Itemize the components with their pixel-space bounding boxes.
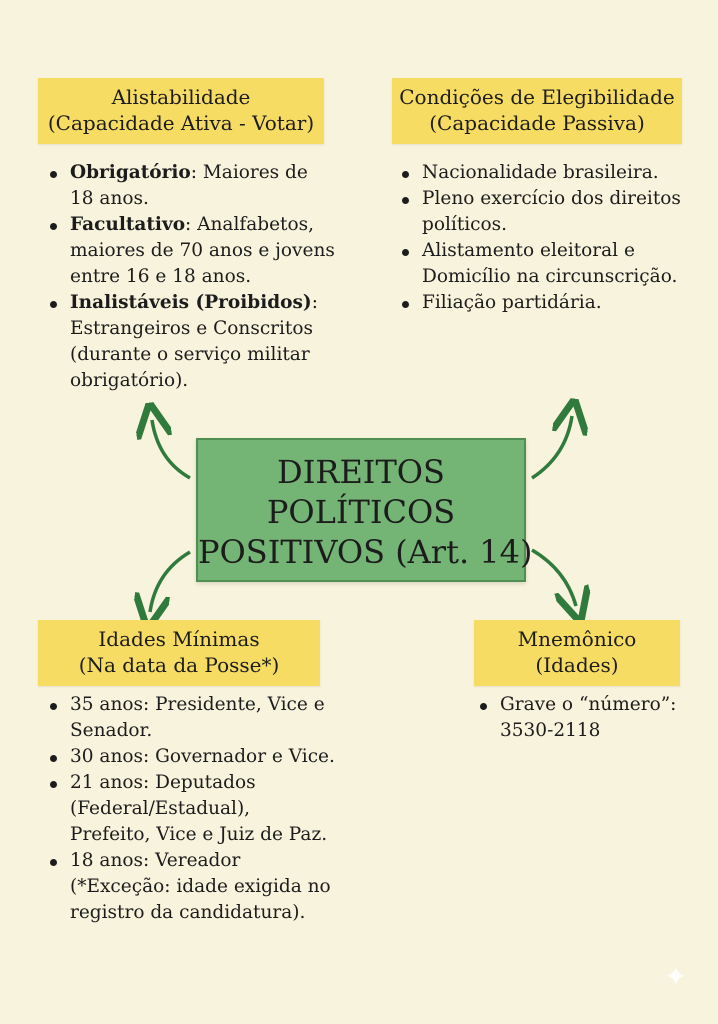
list-item: Pleno exercício dos direitos políticos. (396, 186, 688, 238)
list-item: 30 anos: Governador e Vice. (44, 744, 336, 770)
elegibilidade-title: Condições de Elegibilidade (399, 85, 675, 109)
arrow-icon (532, 550, 576, 606)
alistabilidade-title: Alistabilidade (111, 85, 251, 109)
list-item: 21 anos: Deputados (Federal/Estadual), Prefeito, Vice e Juiz de Paz. (44, 770, 336, 848)
list-item: 35 anos: Presidente, Vice e Senador. (44, 692, 336, 744)
elegibilidade-subtitle: (Capacidade Passiva) (429, 111, 645, 135)
list-item: Nacionalidade brasileira. (396, 160, 688, 186)
list-item-text: : Estrangeiros e Conscritos (durante o serviço militar obrigatório). (70, 292, 318, 391)
mnemonico-list (474, 692, 684, 744)
list-item: Grave o “número”: 3530-2118 (474, 692, 684, 744)
arrow-icon (532, 416, 572, 478)
idades-title: Idades Mínimas (98, 627, 260, 651)
idades-list (44, 692, 336, 926)
list-item: Alistamento eleitoral e Domicílio na circunscrição. (396, 238, 688, 290)
mnemonico-subtitle: (Idades) (535, 653, 619, 677)
mnemonico-title: Mnemônico (517, 627, 637, 651)
central-topic-line: POSITIVOS (Art. 14) (198, 533, 533, 571)
idades-subtitle: (Na data da Posse*) (78, 653, 280, 677)
central-topic-line: DIREITOS (277, 453, 445, 491)
arrow-icon (150, 552, 190, 612)
central-topic-line: POLÍTICOS (266, 493, 456, 531)
list-item: 18 anos: Vereador (*Exceção: idade exigida no registro da candidatura). (44, 848, 336, 926)
list-item-bold: Facultativo (70, 214, 186, 235)
list-item-bold: Obrigatório (70, 162, 191, 183)
list-item-text: : Maiores de 18 anos. (70, 162, 308, 209)
idades-header (38, 620, 320, 686)
list-item: Filiação partidária. (396, 290, 688, 316)
arrow-icon (152, 420, 190, 478)
mnemonico-header (474, 620, 680, 686)
list-item-text: : Analfabetos, maiores de 70 anos e jovens entre 16 e 18 anos. (70, 214, 335, 287)
sparkle-icon: ✦ (664, 960, 688, 993)
list-item-bold: Inalistáveis (Proibidos) (70, 292, 312, 313)
alistabilidade-subtitle: (Capacidade Ativa - Votar) (47, 111, 315, 135)
